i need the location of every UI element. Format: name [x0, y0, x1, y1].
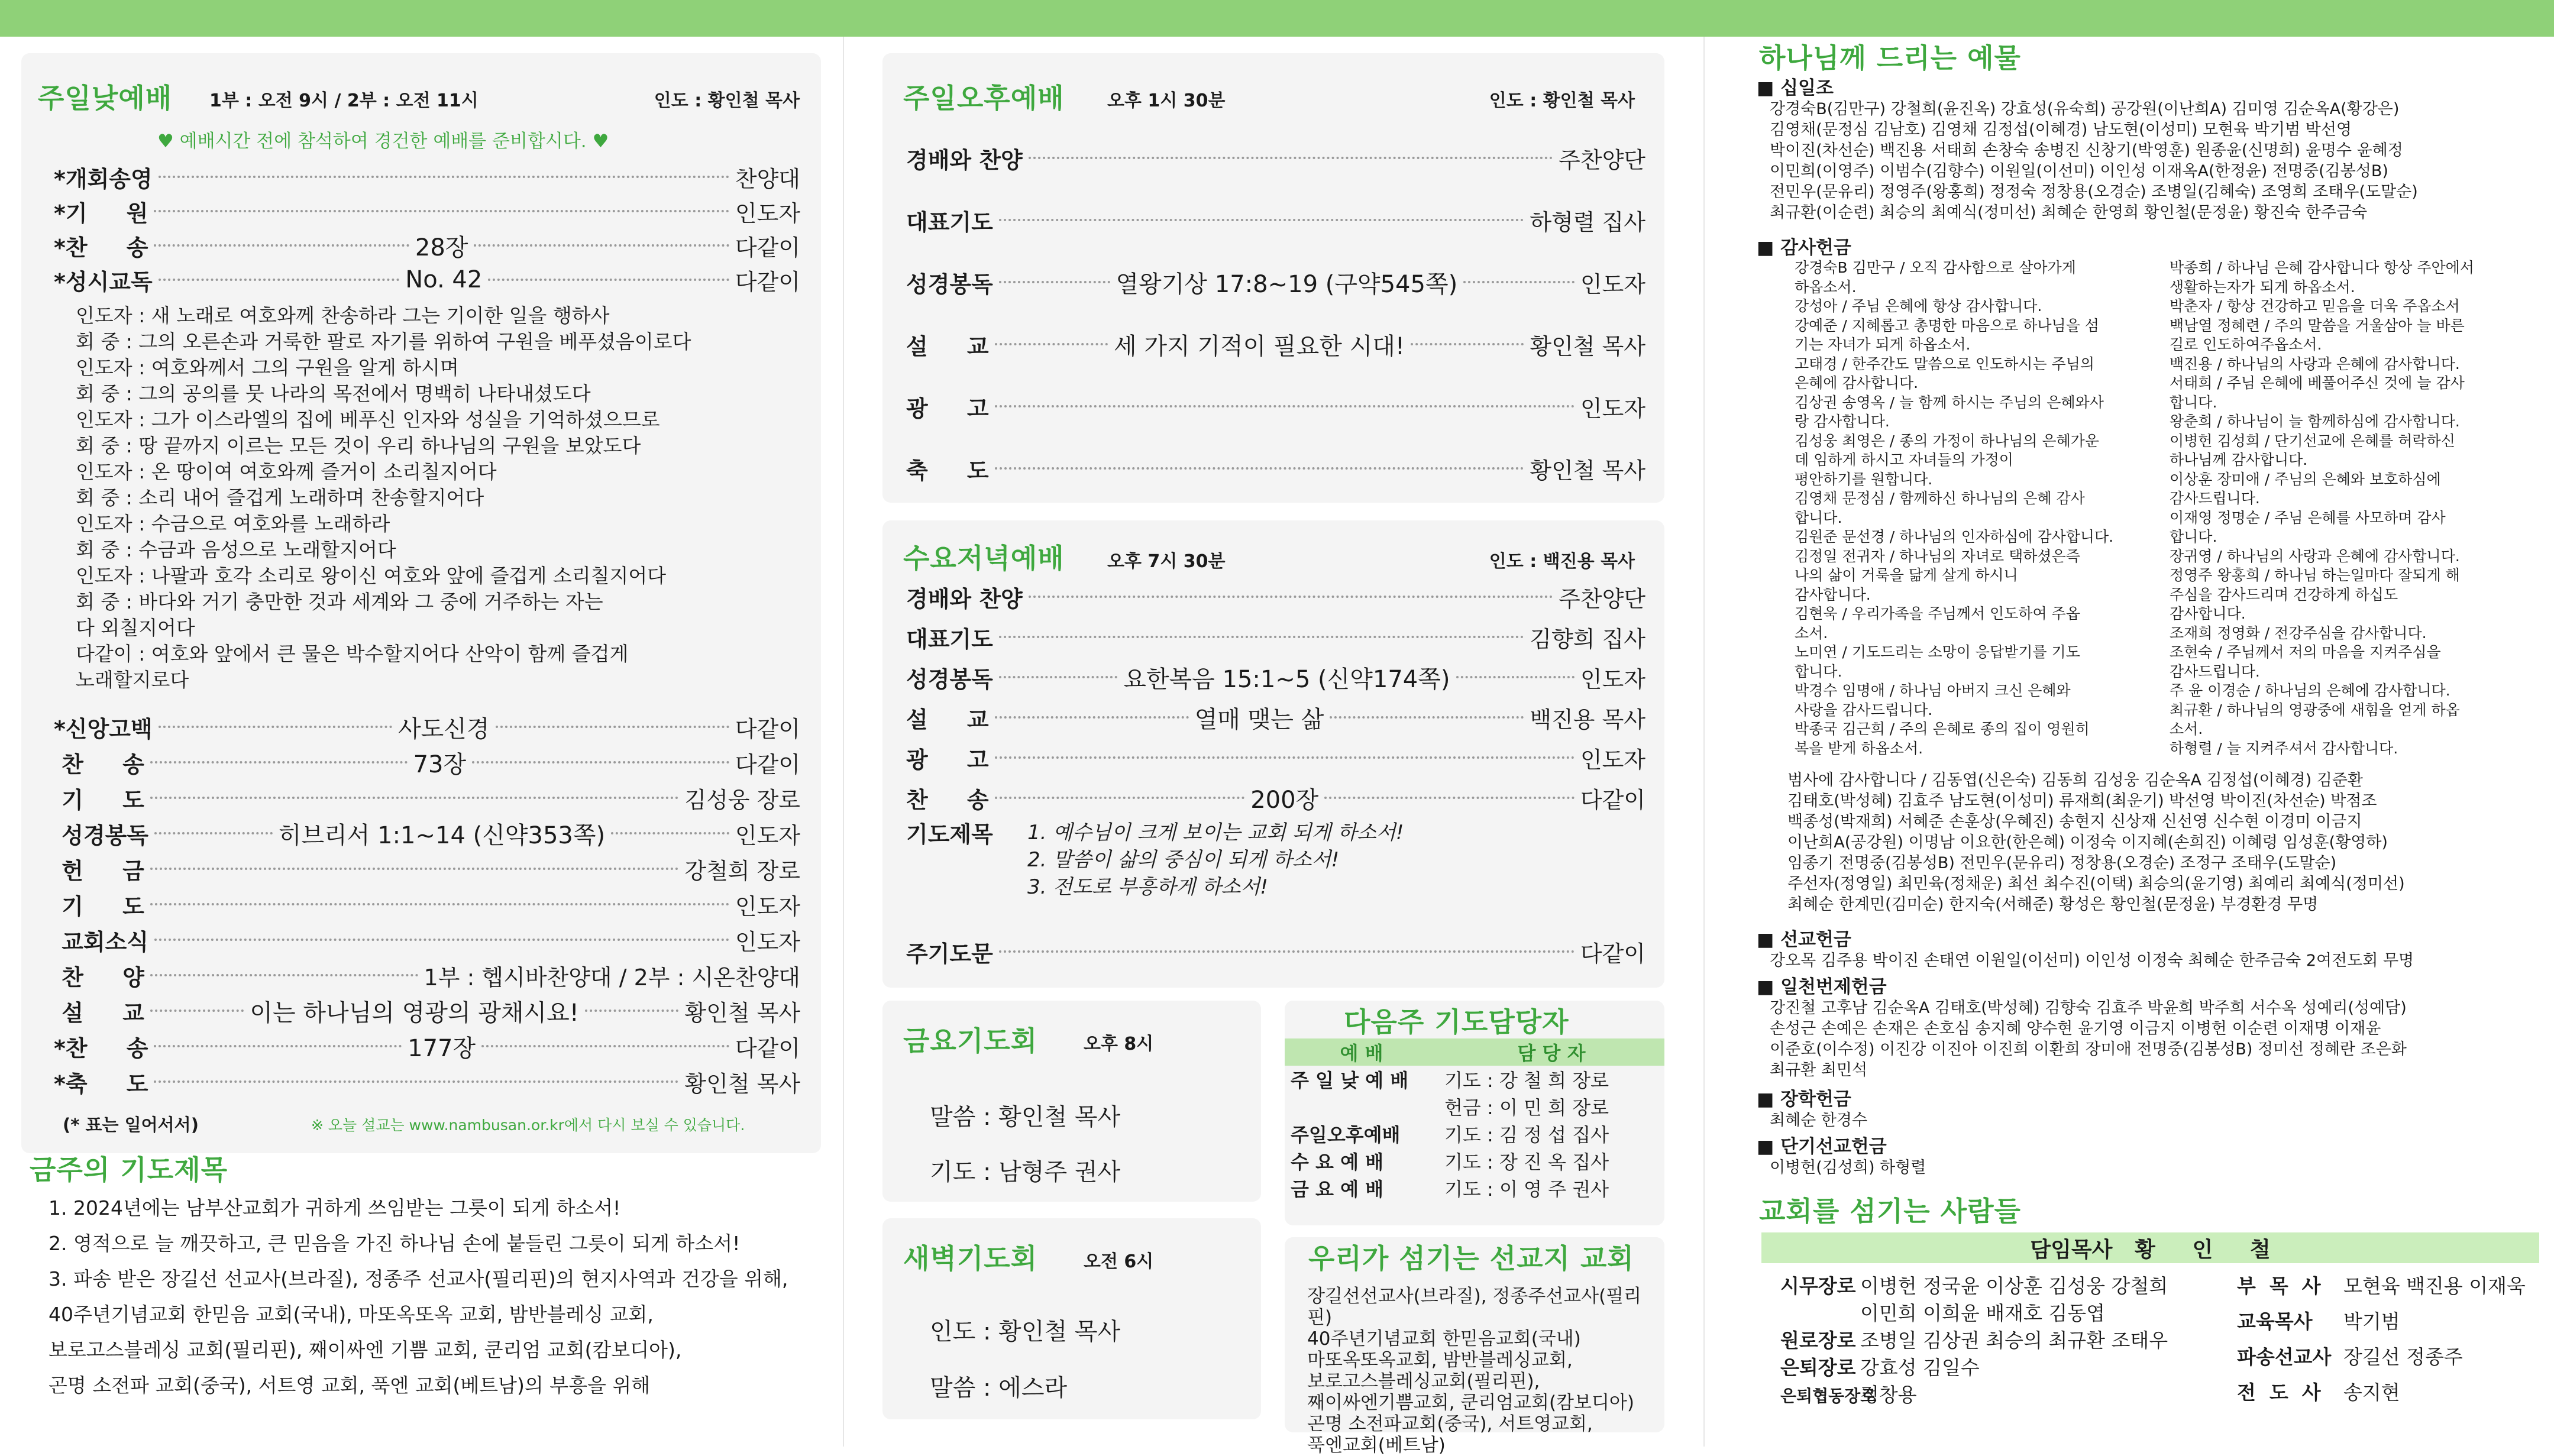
dawn-word: 말씀 : 에스라: [930, 1374, 1068, 1402]
sunday-service-panel: [21, 53, 821, 1153]
order-row: 찬 양 1부 : 헵시바찬양대 / 2부 : 시온찬양대: [54, 964, 800, 991]
next-week-table: 예 배 담 당 자 주 일 낮 예 배 기도 : 강 철 희 장로 헌금 : 이 민 희 장로 주일오후예배 기도 : 김 정 섭 집사 수 요 예 배 기도 : 장 진 옥 집사 금 요 예 배 기도 : 이 영 주 권사: [1285, 1038, 1664, 1202]
weekly-offering: ■ 일천번제헌금 강진철 고후남 김순옥A 김태호(박성혜) 김향숙 김효주 박윤희 박주희 서수옥 성예리(성예담) 손성근 손예은 손재은 손호심 송지혜 양수현 윤기영 이금지 이병헌 이순련 이재명 이재윤 이준호(이수정) 이진강 이진아 이진희 이환희 장미애 전명중(김봉성B) 정미선 정혜란 조은화 최규환 최민석: [1757, 976, 2407, 1079]
friday-time: 오후 8시: [1084, 1034, 1154, 1054]
missions-list: 장길선선교사(브라질), 정종주선교사(필리핀) 40주년기념교회 한믿음교회(국내) 마또옥또옥교회, 밤반블레싱교회, 보로고스블레싱교회(필리핀), 째이싸엔기쁨교회, 쿤리엄교회(캄보디아) 곤명 소전파교회(중국), 서트영교회, 푹엔교회(베트남): [1307, 1286, 1642, 1456]
order-row: 광 고 인도자: [906, 395, 1645, 422]
order-row: 경배와 찬양 주찬양단: [906, 147, 1645, 173]
responsive-reading: 인도자 : 새 노래로 여호와께 찬송하라 그는 기이한 일을 행하사 회 중 : 그의 오른손과 거룩한 팔로 자기를 위하여 구원을 베푸셨음이로다 인도자 : 여호와께서 그의 구원을 알게 하시며 회 중 : 그의 공의를 뭇 나라의 목전에서 명백히 나타내셨도다 인도자 : 그가 이스라엘의 집에 베푸신 인자와 성실을 기억하셨으므로 회 중 : 땅 끝까지 이르는 모든 것이 우리 하나님의 구원을 보았도다 인도자 : 온 땅이여 여호와께 즐거이 소리칠지어다 회 중 : 소리 내어 즐겁게 노래하며 찬송할지어다 인도자 : 수금으로 여호와를 노래하라 회 중 : 수금과 음성으로 노래할지어다 인도자 : 나팔과 호각 소리로 왕이신 여호와 앞에 즐겁게 소리칠지어다 회 중 : 바다와 거기 충만한 것과 세계와 그 중에 거주하는 자는 다 외칠지어다 다같이 : 여호와 앞에서 큰 물은 박수할지어다 산악이 함께 즐겁게 노래할지로다: [76, 304, 691, 691]
order-row: *성시교독 No. 42 다같이: [54, 266, 800, 295]
column-sunday: [0, 37, 843, 1447]
order-row: *신앙고백 사도신경 다같이: [54, 715, 800, 743]
thanks-head: ■ 감사헌금: [1757, 237, 1851, 258]
friday-title: 금요기도회: [903, 1025, 1038, 1057]
thanks-extra: 범사에 감사합니다 / 김동엽(신은숙) 김동희 김성웅 김순옥A 김정섭(이혜경) 김준환 김태호(박성혜) 김효주 남도현(이성미) 류재희(최운기) 박선영 박이진(차선순) 박점조 백종성(박재희) 서혜준 손훈상(우혜진) 송현지 신상재 신선영 신수현 이경미 이금지 이난희A(공강원) 이명남 이요한(한은혜) 이정숙 이지혜(손희진) 이혜령 임성훈(황영하) 임종기 전명중(김봉성B) 전민우(문유리) 정창용(오경순) 조정구 조태우(도말순) 주선자(정영일) 최민육(정채운) 최선 최수진(이택) 최승의(윤기영) 최예리 최예식(정미선) 최혜순 한계민(김미순) 한지숙(서해준) 황성은 황인철(문정윤) 부경환경 무명: [1787, 771, 2405, 914]
wednesday-service-panel: [882, 520, 1664, 988]
standing-footnote: (* 표는 일어서서): [63, 1115, 199, 1135]
scholar-offering: ■ 장학헌금 최혜순 한경수: [1757, 1089, 1868, 1130]
short-mission-offering: ■ 단기선교헌금 이병헌(김성희) 하형렬: [1757, 1136, 1926, 1177]
servants-right: 부 목 사 모현육 백진용 이재욱 교육목사 박기범 파송선교사 장길선 정종주 전 도 사 송지현: [2237, 1274, 2526, 1404]
prayer-topics-list: 1. 2024년에는 남부산교회가 귀하게 쓰임받는 그릇이 되게 하소서! 2. 영적으로 늘 깨끗하고, 큰 믿음을 가진 하나님 손에 붙들린 그릇이 되게 하소서! 3. 파송 받은 장길선 선교사(브라질), 정종주 선교사(필리핀)의 현지사역과 건강을 위해, 40주년기념교회 한믿음 교회(국내), 마또옥또옥 교회, 밤반블레싱 교회, 보로고스블레싱 교회(필리핀), 째이싸엔 기쁨 교회, 쿤리엄 교회(캄보디아), 곤명 소전파 교회(중국), 서트영 교회, 푹엔 교회(베트남)의 부흥을 위해: [49, 1196, 788, 1397]
sunday-title: 주일낮예배: [38, 82, 173, 114]
friday-panel: [882, 1001, 1261, 1202]
dawn-time: 오전 6시: [1084, 1251, 1154, 1272]
order-row: 교회소식 인도자: [54, 928, 800, 955]
order-row: 찬 송 200장 다같이: [906, 786, 1646, 814]
afternoon-order: [906, 141, 1645, 496]
order-row: *찬 송 28장 다같이: [54, 234, 801, 261]
dawn-leader: 인도 : 황인철 목사: [930, 1318, 1121, 1345]
order-row: *개회송영 찬양대: [54, 166, 800, 192]
afternoon-service-panel: [882, 53, 1664, 503]
afternoon-title: 주일오후예배: [903, 82, 1065, 114]
order-row: 축 도 황인철 목사: [906, 457, 1645, 484]
afternoon-time: 오후 1시 30분: [1107, 90, 1226, 111]
order-row: *기 원 인도자: [54, 200, 800, 227]
wednesday-time: 오후 7시 30분: [1107, 551, 1226, 572]
missions-panel: [1285, 1237, 1664, 1456]
order-row: 성경봉독 열왕기상 17:8~19 (구약545쪽) 인도자: [906, 270, 1645, 298]
thanks-left: 강경숙B 김만구 / 오직 감사함으로 살아가게 하옵소서. 강성아 / 주님 은혜에 항상 감사합니다. 강예준 / 지혜롭고 총명한 마음으로 하나님을 섬 기는 자녀가 되게 하옵소서. 고태경 / 한주간도 말씀으로 인도하시는 주님의 은혜에 감사합니다. 김상권 송영옥 / 늘 함께 하시는 주님의 은혜와사 랑 감사합니다. 김성웅 최영은 / 종의 가정이 하나님의 은혜가운 데 임하게 하시고 자녀들의 가정이 평안하기를 원합니다. 김영채 문정심 / 함께하신 하나님의 은혜 감사 합니다. 김원준 문선경 / 하나님의 인자하심에 감사합니다. 김정일 전귀자 / 하나님의 자녀로 택하셨은즉 나의 삶이 거룩을 닮게 살게 하시니 감사합니다. 김현욱 / 우리가족을 주님께서 인도하여 주옵 소서. 노미연 / 기도드리는 소망이 응답받기를 기도 합니다. 박경수 임명애 / 하나님 아버지 크신 은혜와 사랑을 감사드립니다. 박종국 김근희 / 주의 은혜로 종의 집이 영원히 복을 받게 하옵소서.: [1795, 259, 2114, 757]
prayer-topics-title: 금주의 기도제목: [30, 1154, 228, 1186]
order-row: 기 도 인도자: [54, 893, 800, 920]
sunday-order-bottom: [54, 710, 800, 1100]
order-row: 기 도 김성웅 장로: [54, 787, 800, 813]
order-row: 설 교 세 가지 기적이 필요한 시대! 황인철 목사: [906, 332, 1646, 360]
order-row: 설 교 이는 하나님의 영광의 광채시요! 황인철 목사: [54, 999, 801, 1027]
dawn-panel: [882, 1218, 1261, 1419]
sunday-leader: 인도 : 황인철 목사: [654, 90, 800, 111]
dawn-title: 새벽기도회: [903, 1243, 1038, 1274]
head-pastor-bar: [1761, 1232, 2539, 1263]
wednesday-title: 수요저녁예배: [903, 542, 1065, 574]
mission-offering: ■ 선교헌금 강오목 김주용 박이진 손태연 이원일(이선미) 이인성 이정숙 최혜순 한주금숙 2여전도회 무명: [1757, 929, 2414, 970]
order-row: *찬 송 177장 다같이: [54, 1034, 800, 1062]
order-row: 성경봉독 요한복음 15:1~5 (신약174쪽) 인도자: [906, 665, 1646, 693]
order-row: 대표기도 하형렬 집사: [906, 209, 1645, 235]
next-week-title: 다음주 기도담당자: [1344, 1006, 1569, 1038]
thanks-right: 박종희 / 하나님 은혜 감사합니다 항상 주안에서 생활하는자가 되게 하옵소서. 박춘자 / 항상 건강하고 믿음을 더욱 주옵소서 백남열 정혜련 / 주의 말씀을 거울삼아 늘 바른 길로 인도하여주옵소서. 백진용 / 하나님의 사랑과 은혜에 감사합니다. 서태희 / 주님 은혜에 베풀어주신 것에 늘 감사 합니다. 왕춘희 / 하나님이 늘 함께하심에 감사합니다. 이병헌 김성희 / 단기선교에 은혜를 허락하신 하나님께 감사합니다. 이상훈 장미애 / 주님의 은혜와 보호하심에 감사드립니다. 이재영 정명순 / 주님 은혜를 사모하며 감사 합니다. 장귀영 / 하나님의 사랑과 은혜에 감사합니다. 정영주 왕홍희 / 하나님 하는일마다 잘되게 해 주심을 감사드리며 건강하게 하십도 감사합니다. 조재희 정영화 / 전강주심을 감사합니다. 조현숙 / 주님께서 저의 마음을 지켜주심을 감사드립니다. 주 윤 이경순 / 하나님의 은혜에 감사합니다. 최규환 / 하나님의 영광중에 새힘을 얻게 하옵 소서. 하형렬 / 늘 지켜주셔서 감사합니다.: [2170, 259, 2474, 757]
sunday-notice: ♥ 예배시간 전에 참석하여 경건한 예배를 준비합시다. ♥: [157, 131, 609, 152]
head-pastor: 담임목사 황 인 철: [2030, 1237, 2271, 1262]
servants-left: 시무장로 이병헌 정국윤 이상훈 김성웅 강철희 이민희 이희윤 배재호 김동엽 원로장로 조병일 김상권 최승의 최규환 조태우 은퇴장로 강효성 김일수 은퇴협동장로정창용: [1780, 1274, 2168, 1406]
column-offerings: [1703, 37, 2554, 1447]
next-week-panel: [1285, 1001, 1664, 1225]
missions-title: 우리가 섬기는 선교지 교회: [1308, 1243, 1634, 1274]
order-row: 광 고 인도자: [906, 746, 1645, 773]
friday-word: 말씀 : 황인철 목사: [930, 1104, 1121, 1131]
tithe-list: ■ 십일조 강경숙B(김만구) 강철희(윤진옥) 강효성(유숙희) 공강원(이난희A) 김미영 김순옥A(황강은) 김영채(문정심 김남호) 김영채 김정섭(이혜경) 남도현(이성미) 모현육 박기범 박선영 박이진(차선순) 백진용 서태희 손창숙 송병진 신창기(박영훈) 원종윤(신명희) 윤명수 윤혜정 이민희(이영주) 이범수(김향수) 이원일(이선미) 이인성 이재옥A(한정윤) 전명중(김봉성B) 전민우(문유리) 정영주(왕홍희) 정정숙 정창용(오경순) 조병일(김혜숙) 조영희 조태우(도말순) 최규환(이순련) 최승의 최예식(정미선) 최혜순 한영희 황인철(문정윤) 황진숙 한주금숙: [1757, 77, 2418, 222]
website-note: ※ 오늘 설교는 www.nambusan.or.kr에서 다시 보실 수 있습니다.: [311, 1117, 745, 1134]
order-row: 경배와 찬양 주찬양단: [906, 585, 1645, 612]
column-services: [843, 37, 1705, 1456]
order-row: *축 도 황인철 목사: [54, 1070, 800, 1097]
order-row: 헌 금 강철희 장로: [54, 858, 800, 884]
servants-title: 교회를 섬기는 사람들: [1759, 1195, 2021, 1227]
friday-prayer: 기도 : 남형주 권사: [930, 1159, 1121, 1186]
wednesday-prayer-items: 1. 예수님이 크게 보이는 교회 되게 하소서! 2. 말씀이 삶의 중심이 되게 하소서! 3. 전도로 부흥하게 하소서!: [1027, 821, 1404, 899]
wednesday-prayer-label: 기도제목: [906, 821, 993, 847]
lords-prayer-row: 주기도문 다같이: [906, 940, 1645, 967]
offerings-title: 하나님께 드리는 예물: [1759, 42, 2021, 74]
sunday-order-top: [54, 160, 800, 313]
sunday-time: 1부 : 오전 9시 / 2부 : 오전 11시: [209, 90, 479, 111]
order-row: 설 교 열매 맺는 삶 백진용 목사: [906, 706, 1645, 733]
afternoon-leader: 인도 : 황인철 목사: [1489, 90, 1635, 111]
order-row: 찬 송 73장 다같이: [54, 750, 800, 778]
top-green-bar: [0, 0, 2554, 37]
wednesday-order: [906, 580, 1645, 816]
order-row: 성경봉독 히브리서 1:1~14 (신약353쪽) 인도자: [54, 821, 801, 849]
wednesday-leader: 인도 : 백진용 목사: [1489, 551, 1635, 572]
order-row: 대표기도 김향희 집사: [906, 626, 1645, 652]
